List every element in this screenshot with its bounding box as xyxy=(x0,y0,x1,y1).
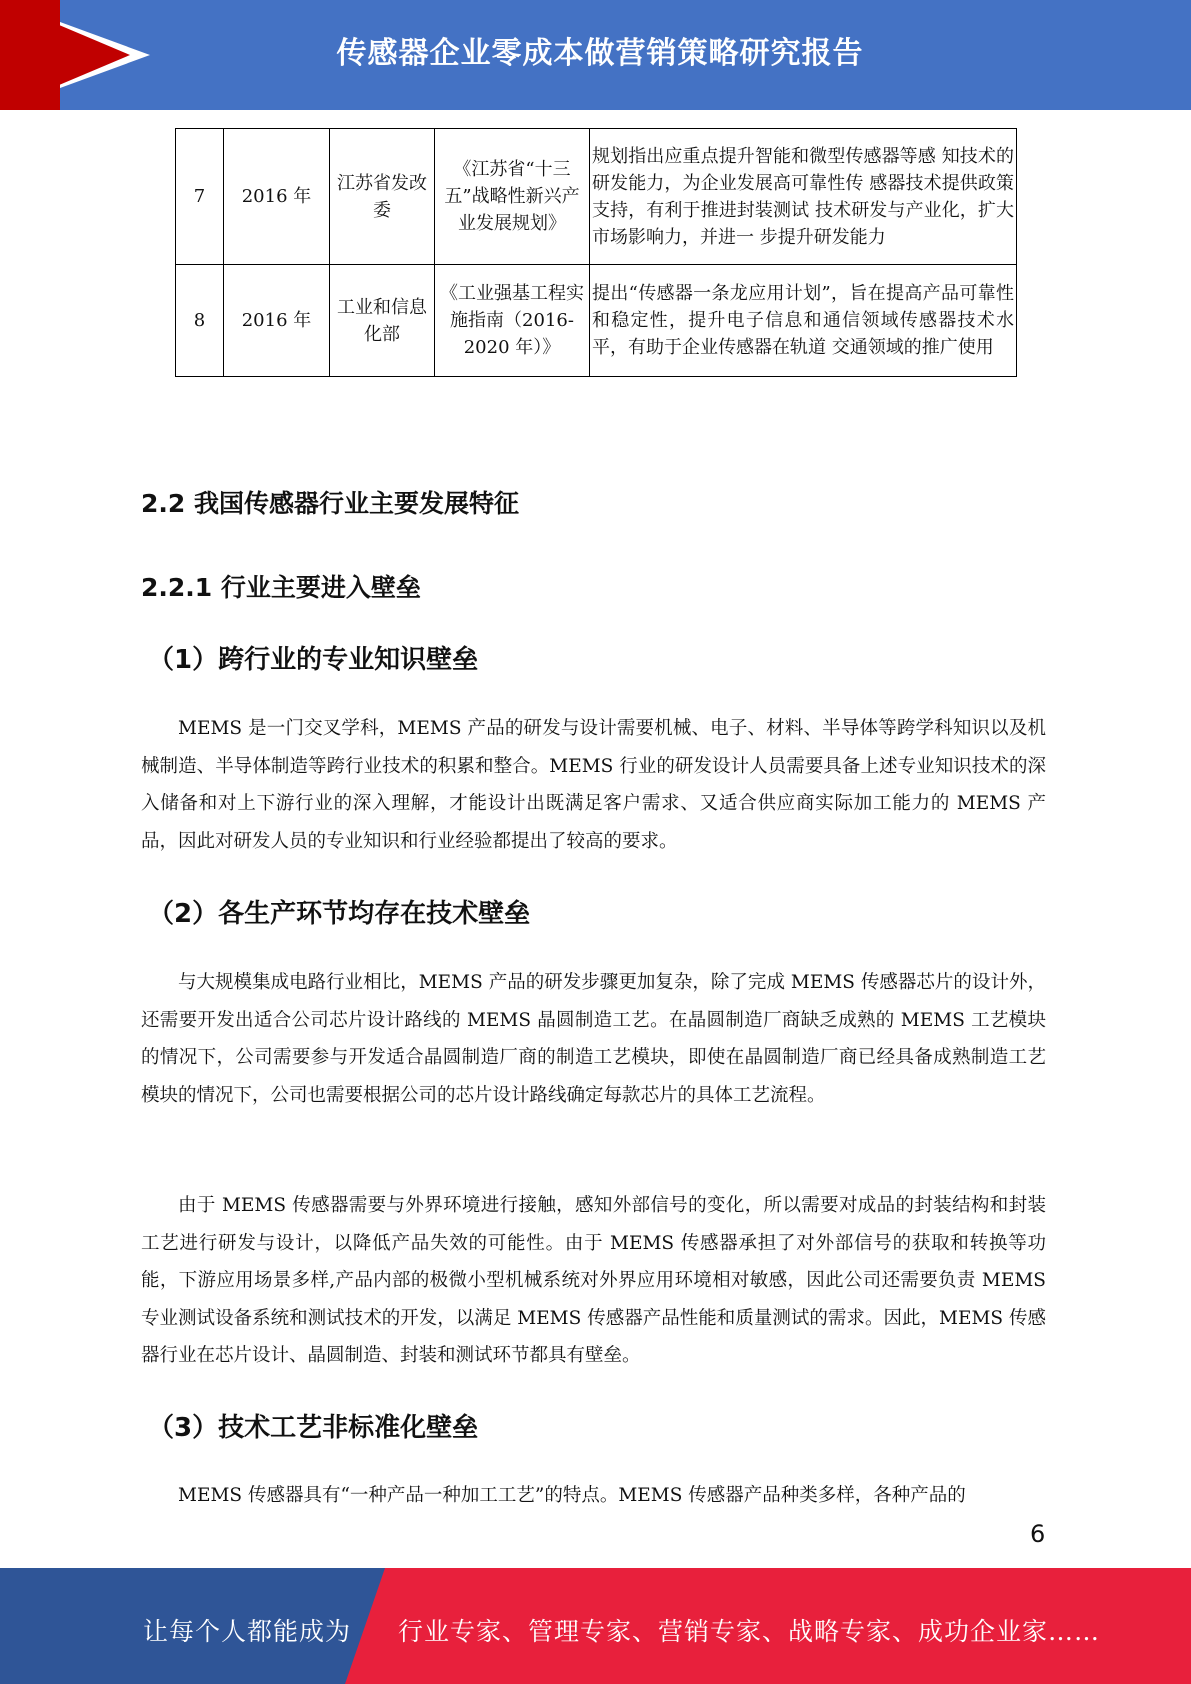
row-number: 7 xyxy=(176,129,224,265)
paragraph-1: MEMS 是一门交叉学科，MEMS 产品的研发与设计需要机械、电子、材料、半导体等跨学科知识以及机械制造、半导体制造等跨行业技术的积累和整合。MEMS 行业的研发设计人员需要具备上述专业知识技术的深入储备和对上下游行业的深入理解，才能设计出既满足客户需求、又适合供应商实际加工能力的 MEMS 产品，因此对研发人员的专业知识和行业经验都提出了较高的要求。 xyxy=(141,718,1046,852)
paragraph-4: MEMS 传感器具有“一种产品一种加工工艺”的特点。MEMS 传感器产品种类多样，各种产品的 xyxy=(178,1485,966,1506)
page-footer xyxy=(0,1568,1191,1684)
paragraph-2: 与大规模集成电路行业相比，MEMS 产品的研发步骤更加复杂，除了完成 MEMS 传感器芯片的设计外，还需要开发出适合公司芯片设计路线的 MEMS 晶圆制造工艺。在晶圆制造厂商缺乏成熟的 MEMS 工艺模块的情况下，公司需要参与开发适合晶圆制造厂商的制造工艺模块，即使在晶圆制造厂商已经具备成熟制造工艺模块的情况下，公司也需要根据公司的芯片设计路线确定每款芯片的具体工艺流程。 xyxy=(141,972,1046,1106)
footer-slogan-left: 让每个人都能成为 xyxy=(143,1617,352,1646)
row-year: 2016 年 xyxy=(224,265,330,377)
paragraph-3: 由于 MEMS 传感器需要与外界环境进行接触，感知外部信号的变化，所以需要对成品的封装结构和封装工艺进行研发与设计，以降低产品失效的可能性。由于 MEMS 传感器承担了对外部信号的获取和转换等功能，下游应用场景多样,产品内部的极微小型机械系统对外界应用环境相对敏感，因此公司还需要负责 MEMS 专业测试设备系统和测试技术的开发，以满足 MEMS 传感器产品性能和质量测试的需求。因此，MEMS 传感器行业在芯片设计、晶圆制造、封装和测试环节都具有壁垒。 xyxy=(141,1195,1046,1366)
subheading-1: （1）跨行业的专业知识壁垒 xyxy=(148,645,479,675)
row-policy-name: 《江苏省“十三五”战略性新兴产业发展规划》 xyxy=(435,129,590,265)
row-year: 2016 年 xyxy=(224,129,330,265)
row-department: 江苏省发改委 xyxy=(330,129,435,265)
row-policy-name: 《工业强基工程实施指南（2016-2020 年）》 xyxy=(435,265,590,377)
policy-table xyxy=(175,128,1017,377)
row-number: 8 xyxy=(176,265,224,377)
header-red-block xyxy=(0,0,60,110)
row-department: 工业和信息化部 xyxy=(330,265,435,377)
section-heading-2-2: 2.2 我国传感器行业主要发展特征 xyxy=(141,489,519,518)
footer-slogan-right: 行业专家、管理专家、营销专家、战略专家、成功企业家…… xyxy=(398,1617,1101,1646)
section-heading-2-2-1: 2.2.1 行业主要进入壁垒 xyxy=(141,573,421,602)
subheading-2: （2）各生产环节均存在技术壁垒 xyxy=(148,899,531,929)
table-row xyxy=(176,265,1017,377)
page-header xyxy=(0,0,1191,110)
row-description: 规划指出应重点提升智能和微型传感器等感 知技术的研发能力，为企业发展高可靠性传 感器技术提供政策支持，有利于推进封装测试 技术研发与产业化，扩大市场影响力，并进一 步提升研发能力 xyxy=(590,129,1017,265)
page-number: 6 xyxy=(1030,1520,1046,1548)
subheading-3: （3）技术工艺非标准化壁垒 xyxy=(148,1413,479,1443)
report-title: 传感器企业零成本做营销策略研究报告 xyxy=(336,36,864,71)
table-row xyxy=(176,129,1017,265)
row-description: 提出“传感器一条龙应用计划”，旨在提高产品可靠性和稳定性，提升电子信息和通信领域传感器技术水平，有助于企业传感器在轨道 交通领域的推广使用 xyxy=(590,265,1017,377)
